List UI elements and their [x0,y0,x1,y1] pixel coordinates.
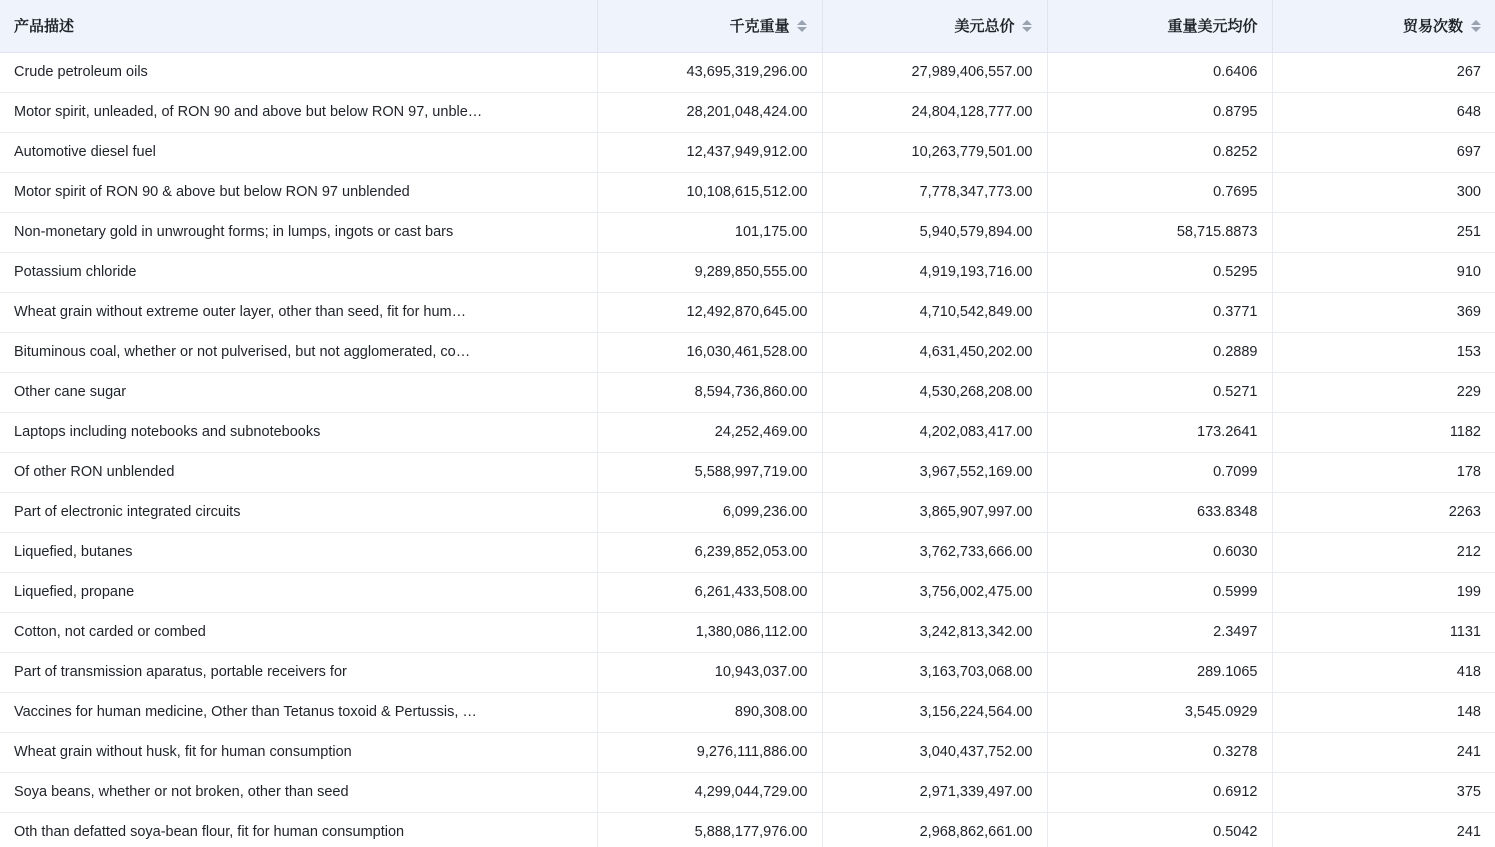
cell-weight-kg: 43,695,319,296.00 [597,52,822,92]
cell-product-description: Of other RON unblended [0,452,597,492]
column-header-product-description[interactable] [0,0,597,52]
cell-trade-count: 648 [1272,92,1495,132]
table-row[interactable] [0,252,1495,292]
table-row[interactable] [0,572,1495,612]
column-header-label: 产品描述 [14,18,75,36]
cell-weight-kg: 6,239,852,053.00 [597,532,822,572]
cell-trade-count: 267 [1272,52,1495,92]
cell-weight-kg: 1,380,086,112.00 [597,612,822,652]
table-row[interactable] [0,132,1495,172]
cell-product-description: Automotive diesel fuel [0,132,597,172]
cell-avg-usd-per-weight: 0.7099 [1047,452,1272,492]
cell-weight-kg: 4,299,044,729.00 [597,772,822,812]
table-header [0,0,1495,52]
cell-weight-kg: 6,261,433,508.00 [597,572,822,612]
cell-product-description: Liquefied, butanes [0,532,597,572]
cell-trade-count: 697 [1272,132,1495,172]
cell-weight-kg: 6,099,236.00 [597,492,822,532]
cell-total-usd: 4,710,542,849.00 [822,292,1047,332]
cell-weight-kg: 10,943,037.00 [597,652,822,692]
cell-product-description: Bituminous coal, whether or not pulverised, but not agglomerated, co… [0,332,597,372]
table-row[interactable] [0,652,1495,692]
cell-weight-kg: 10,108,615,512.00 [597,172,822,212]
column-header-avg-usd-per-weight[interactable] [1047,0,1272,52]
table-row[interactable] [0,92,1495,132]
cell-weight-kg: 5,888,177,976.00 [597,812,822,847]
cell-trade-count: 178 [1272,452,1495,492]
table-row[interactable] [0,492,1495,532]
column-header-total-usd[interactable] [822,0,1047,52]
cell-avg-usd-per-weight: 0.8795 [1047,92,1272,132]
cell-trade-count: 153 [1272,332,1495,372]
table-header-row [0,0,1495,52]
cell-total-usd: 10,263,779,501.00 [822,132,1047,172]
cell-trade-count: 148 [1272,692,1495,732]
cell-total-usd: 3,756,002,475.00 [822,572,1047,612]
cell-product-description: Crude petroleum oils [0,52,597,92]
cell-total-usd: 3,163,703,068.00 [822,652,1047,692]
cell-trade-count: 375 [1272,772,1495,812]
sort-icon[interactable] [1470,17,1481,35]
table-row[interactable] [0,452,1495,492]
cell-avg-usd-per-weight: 58,715.8873 [1047,212,1272,252]
cell-total-usd: 4,202,083,417.00 [822,412,1047,452]
cell-trade-count: 300 [1272,172,1495,212]
cell-avg-usd-per-weight: 0.3771 [1047,292,1272,332]
table-row[interactable] [0,612,1495,652]
column-header-weight-kg[interactable] [597,0,822,52]
table-row[interactable] [0,532,1495,572]
cell-product-description: Wheat grain without extreme outer layer, other than seed, fit for hum… [0,292,597,332]
cell-weight-kg: 9,276,111,886.00 [597,732,822,772]
cell-product-description: Part of electronic integrated circuits [0,492,597,532]
cell-trade-count: 251 [1272,212,1495,252]
cell-total-usd: 7,778,347,773.00 [822,172,1047,212]
cell-trade-count: 199 [1272,572,1495,612]
cell-trade-count: 369 [1272,292,1495,332]
cell-trade-count: 910 [1272,252,1495,292]
cell-product-description: Vaccines for human medicine, Other than Tetanus toxoid & Pertussis, … [0,692,597,732]
table-row[interactable] [0,812,1495,847]
cell-total-usd: 2,971,339,497.00 [822,772,1047,812]
cell-product-description: Cotton, not carded or combed [0,612,597,652]
sort-icon[interactable] [797,17,808,35]
table-body [0,52,1495,847]
cell-total-usd: 5,940,579,894.00 [822,212,1047,252]
table-row[interactable] [0,372,1495,412]
cell-avg-usd-per-weight: 289.1065 [1047,652,1272,692]
cell-total-usd: 3,762,733,666.00 [822,532,1047,572]
cell-avg-usd-per-weight: 0.5999 [1047,572,1272,612]
table-row[interactable] [0,692,1495,732]
cell-weight-kg: 12,437,949,912.00 [597,132,822,172]
cell-trade-count: 1131 [1272,612,1495,652]
column-header-label: 重量美元均价 [1167,18,1258,36]
cell-total-usd: 24,804,128,777.00 [822,92,1047,132]
cell-product-description: Potassium chloride [0,252,597,292]
cell-product-description: Part of transmission aparatus, portable receivers for [0,652,597,692]
cell-total-usd: 27,989,406,557.00 [822,52,1047,92]
cell-trade-count: 229 [1272,372,1495,412]
cell-weight-kg: 8,594,736,860.00 [597,372,822,412]
cell-trade-count: 418 [1272,652,1495,692]
cell-avg-usd-per-weight: 0.5271 [1047,372,1272,412]
cell-weight-kg: 9,289,850,555.00 [597,252,822,292]
table-row[interactable] [0,772,1495,812]
cell-trade-count: 1182 [1272,412,1495,452]
cell-avg-usd-per-weight: 0.6030 [1047,532,1272,572]
cell-total-usd: 3,040,437,752.00 [822,732,1047,772]
column-header-trade-count[interactable] [1272,0,1495,52]
table-row[interactable] [0,732,1495,772]
cell-avg-usd-per-weight: 2.3497 [1047,612,1272,652]
column-header-label: 美元总价 [954,18,1015,36]
cell-product-description: Laptops including notebooks and subnotebooks [0,412,597,452]
cell-avg-usd-per-weight: 0.6406 [1047,52,1272,92]
cell-trade-count: 241 [1272,732,1495,772]
cell-total-usd: 3,967,552,169.00 [822,452,1047,492]
cell-weight-kg: 890,308.00 [597,692,822,732]
cell-total-usd: 4,919,193,716.00 [822,252,1047,292]
table-row[interactable] [0,212,1495,252]
cell-avg-usd-per-weight: 0.5042 [1047,812,1272,847]
cell-avg-usd-per-weight: 0.5295 [1047,252,1272,292]
cell-product-description: Motor spirit, unleaded, of RON 90 and above but below RON 97, unble… [0,92,597,132]
cell-weight-kg: 12,492,870,645.00 [597,292,822,332]
sort-icon[interactable] [1022,17,1033,35]
cell-avg-usd-per-weight: 0.6912 [1047,772,1272,812]
cell-avg-usd-per-weight: 3,545.0929 [1047,692,1272,732]
cell-trade-count: 2263 [1272,492,1495,532]
cell-product-description: Non-monetary gold in unwrought forms; in lumps, ingots or cast bars [0,212,597,252]
cell-total-usd: 3,156,224,564.00 [822,692,1047,732]
cell-product-description: Other cane sugar [0,372,597,412]
cell-avg-usd-per-weight: 0.8252 [1047,132,1272,172]
column-header-label: 贸易次数 [1402,18,1463,36]
table-row[interactable] [0,412,1495,452]
table-row[interactable] [0,172,1495,212]
cell-weight-kg: 101,175.00 [597,212,822,252]
cell-avg-usd-per-weight: 173.2641 [1047,412,1272,452]
cell-product-description: Wheat grain without husk, fit for human consumption [0,732,597,772]
cell-total-usd: 3,242,813,342.00 [822,612,1047,652]
cell-weight-kg: 16,030,461,528.00 [597,332,822,372]
cell-trade-count: 241 [1272,812,1495,847]
table-row[interactable] [0,332,1495,372]
cell-product-description: Oth than defatted soya-bean flour, fit for human consumption [0,812,597,847]
cell-weight-kg: 28,201,048,424.00 [597,92,822,132]
cell-total-usd: 4,631,450,202.00 [822,332,1047,372]
cell-avg-usd-per-weight: 0.2889 [1047,332,1272,372]
cell-total-usd: 3,865,907,997.00 [822,492,1047,532]
cell-avg-usd-per-weight: 0.3278 [1047,732,1272,772]
cell-product-description: Motor spirit of RON 90 & above but below RON 97 unblended [0,172,597,212]
cell-total-usd: 2,968,862,661.00 [822,812,1047,847]
table-row[interactable] [0,52,1495,92]
cell-product-description: Soya beans, whether or not broken, other than seed [0,772,597,812]
cell-avg-usd-per-weight: 633.8348 [1047,492,1272,532]
cell-product-description: Liquefied, propane [0,572,597,612]
table-row[interactable] [0,292,1495,332]
cell-avg-usd-per-weight: 0.7695 [1047,172,1272,212]
cell-total-usd: 4,530,268,208.00 [822,372,1047,412]
cell-weight-kg: 24,252,469.00 [597,412,822,452]
column-header-label: 千克重量 [729,18,790,36]
cell-weight-kg: 5,588,997,719.00 [597,452,822,492]
cell-trade-count: 212 [1272,532,1495,572]
